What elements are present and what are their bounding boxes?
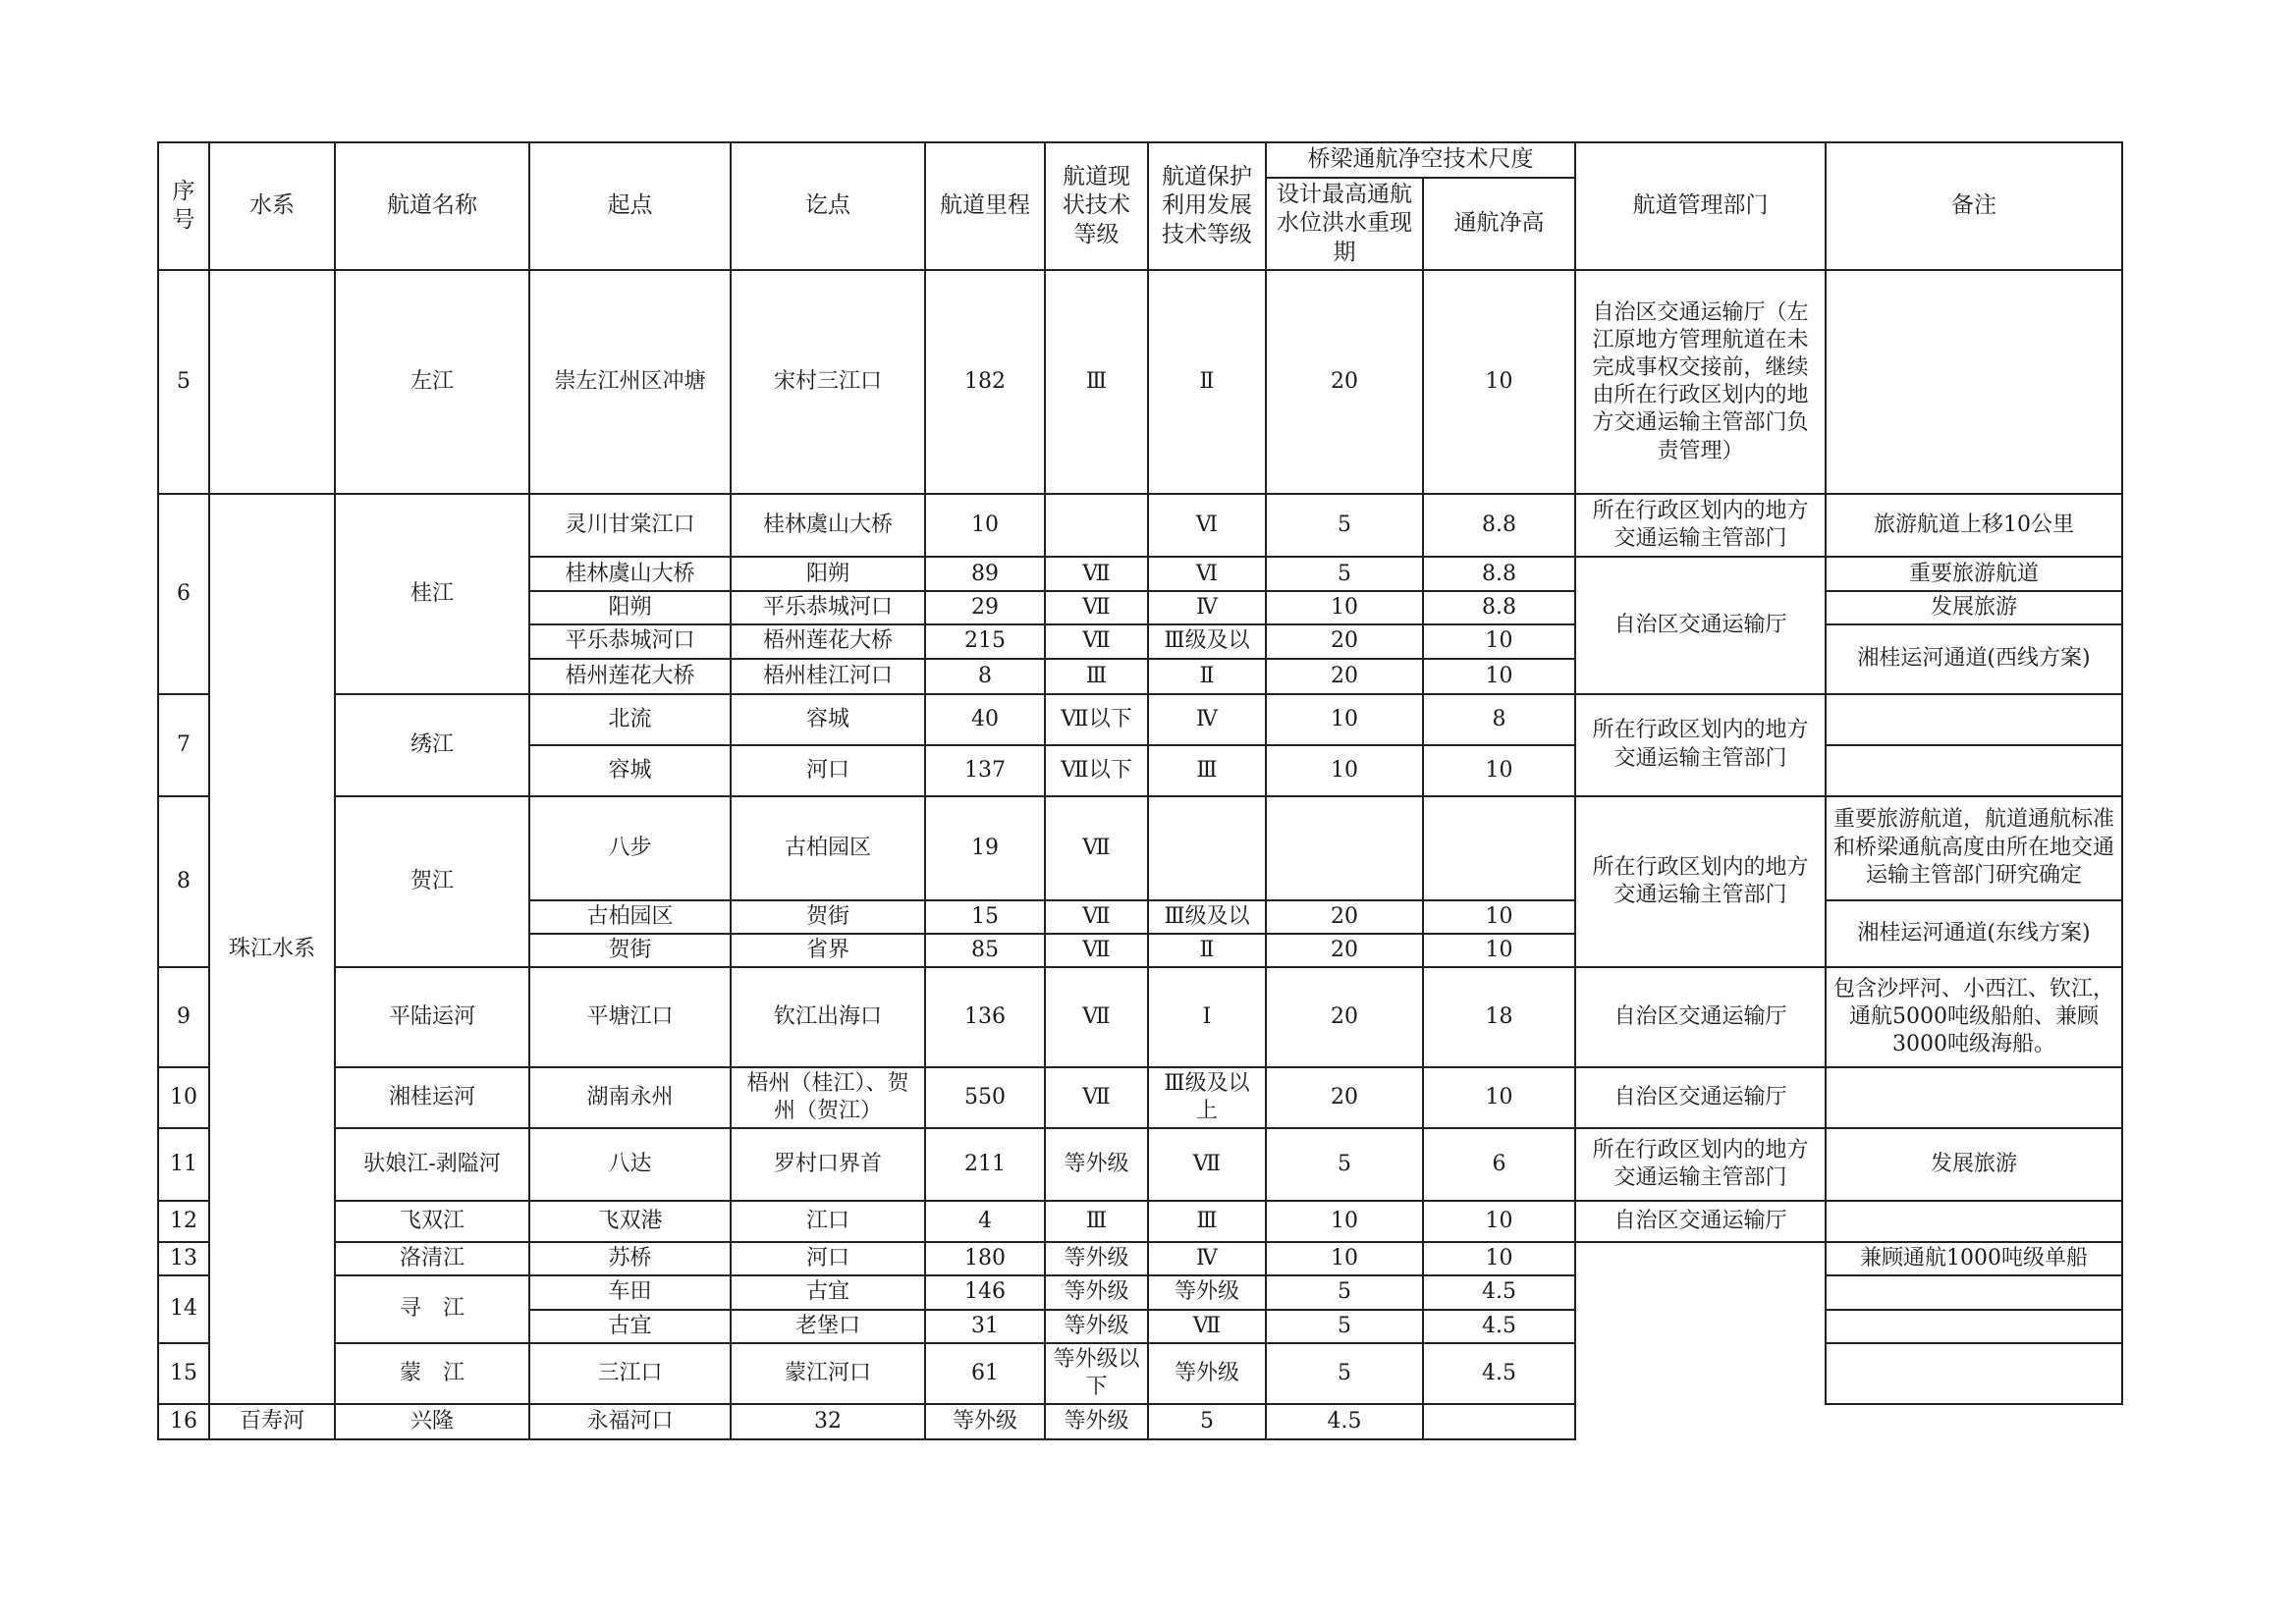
cell-current-grade: Ⅶ (1045, 624, 1148, 658)
cell-current-grade: Ⅲ (1045, 270, 1148, 494)
cell-start: 梧州莲花大桥 (529, 659, 731, 694)
cell-flood-period: 10 (1266, 1201, 1423, 1242)
cell-remark (1826, 694, 2122, 745)
cell-protect-grade: 等外级 (1148, 1343, 1266, 1404)
table-row (158, 694, 2122, 745)
cell-remark: 兼顾通航1000吨级单船 (1826, 1242, 2122, 1275)
table-row (158, 1275, 2122, 1309)
cell-end: 蒙江河口 (731, 1343, 925, 1404)
cell-flood-period: 5 (1266, 1343, 1423, 1404)
cell-mileage: 180 (925, 1242, 1045, 1275)
cell-mileage: 182 (925, 270, 1045, 494)
cell-mileage: 85 (925, 934, 1045, 967)
cell-remark (1826, 1310, 2122, 1343)
cell-manager: 自治区交通运输厅 (1575, 967, 1826, 1067)
cell-current-grade: Ⅶ以下 (1045, 745, 1148, 796)
table-row (158, 1128, 2122, 1201)
cell-end: 贺街 (731, 900, 925, 934)
cell-protect-grade: Ⅱ (1148, 659, 1266, 694)
cell-end: 梧州莲花大桥 (731, 624, 925, 658)
cell-end: 宋村三江口 (731, 270, 925, 494)
cell-manager: 所在行政区划内的地方交通运输主管部门 (1575, 494, 1826, 557)
table-row (158, 1404, 2122, 1439)
cell-remark: 湘桂运河通道(西线方案) (1826, 624, 2122, 693)
cell-current-grade: Ⅶ (1045, 900, 1148, 934)
cell-seq: 14 (158, 1275, 209, 1342)
cell-clear-height: 8.8 (1423, 591, 1575, 624)
cell-name: 平陆运河 (335, 967, 529, 1067)
table-row (158, 1343, 2122, 1404)
cell-name: 左江 (335, 270, 529, 494)
cell-manager: 所在行政区划内的地方交通运输主管部门 (1575, 796, 1826, 967)
cell-seq: 16 (158, 1404, 209, 1439)
cell-flood-period: 20 (1266, 659, 1423, 694)
cell-name: 洛清江 (335, 1242, 529, 1275)
cell-flood-period: 10 (1266, 591, 1423, 624)
cell-protect-grade: Ⅶ (1148, 1128, 1266, 1201)
cell-system-empty (209, 270, 335, 494)
cell-start: 容城 (529, 745, 731, 796)
cell-current-grade: 等外级 (925, 1404, 1045, 1439)
cell-clear-height: 4.5 (1423, 1275, 1575, 1309)
cell-current-grade: 等外级 (1045, 1242, 1148, 1275)
cell-remark (1826, 1343, 2122, 1404)
cell-remark (1826, 1275, 2122, 1309)
cell-seq: 9 (158, 967, 209, 1067)
cell-mileage: 137 (925, 745, 1045, 796)
cell-mileage: 8 (925, 659, 1045, 694)
cell-current-grade: Ⅲ (1045, 659, 1148, 694)
cell-clear-height: 10 (1423, 659, 1575, 694)
table-row (158, 1201, 2122, 1242)
cell-start: 北流 (529, 694, 731, 745)
cell-flood-period: 5 (1266, 1128, 1423, 1201)
cell-clear-height: 10 (1423, 270, 1575, 494)
header-clear-height: 通航净高 (1423, 178, 1575, 270)
cell-clear-height: 8.8 (1423, 494, 1575, 557)
table-row (158, 967, 2122, 1067)
cell-current-grade: 等外级 (1045, 1275, 1148, 1309)
cell-start: 三江口 (529, 1343, 731, 1404)
cell-start: 平乐恭城河口 (529, 624, 731, 658)
cell-protect-grade: Ⅳ (1148, 591, 1266, 624)
cell-end: 古柏园区 (731, 796, 925, 900)
cell-remark (1826, 270, 2122, 494)
cell-name: 飞双江 (335, 1201, 529, 1242)
cell-end: 梧州桂江河口 (731, 659, 925, 694)
cell-mileage: 29 (925, 591, 1045, 624)
cell-current-grade: Ⅶ (1045, 557, 1148, 591)
cell-flood-period: 5 (1266, 557, 1423, 591)
cell-clear-height: 10 (1423, 934, 1575, 967)
cell-start: 苏桥 (529, 1242, 731, 1275)
cell-mileage: 89 (925, 557, 1045, 591)
cell-end: 钦江出海口 (731, 967, 925, 1067)
cell-start: 古柏园区 (529, 900, 731, 934)
cell-start: 平塘江口 (529, 967, 731, 1067)
cell-manager: 自治区交通运输厅（左江原地方管理航道在未完成事权交接前，继续由所在行政区划内的地方交通运输主管部门负责管理） (1575, 270, 1826, 494)
cell-mileage: 10 (925, 494, 1045, 557)
header-manager: 航道管理部门 (1575, 142, 1826, 270)
cell-end: 桂林虞山大桥 (731, 494, 925, 557)
cell-end: 罗村口界首 (731, 1128, 925, 1201)
cell-start: 古宜 (529, 1310, 731, 1343)
cell-remark: 湘桂运河通道(东线方案) (1826, 900, 2122, 967)
cell-end: 省界 (731, 934, 925, 967)
table-row (158, 1067, 2122, 1128)
cell-current-grade: 等外级 (1045, 1128, 1148, 1201)
cell-mileage: 4 (925, 1201, 1045, 1242)
cell-name: 寻 江 (335, 1275, 529, 1342)
cell-end: 河口 (731, 1242, 925, 1275)
cell-clear-height: 10 (1423, 1242, 1575, 1275)
header-system: 水系 (209, 142, 335, 270)
cell-seq: 5 (158, 270, 209, 494)
cell-clear-height (1423, 796, 1575, 900)
cell-system: 珠江水系 (209, 494, 335, 1404)
cell-clear-height: 10 (1423, 1201, 1575, 1242)
cell-manager: 自治区交通运输厅 (1575, 1201, 1826, 1242)
cell-seq: 12 (158, 1201, 209, 1242)
cell-end: 梧州（桂江）、贺州（贺江） (731, 1067, 925, 1128)
cell-protect-grade: Ⅲ级及以 (1148, 624, 1266, 658)
header-end: 讫点 (731, 142, 925, 270)
cell-current-grade: 等外级以下 (1045, 1343, 1148, 1404)
cell-remark (1423, 1404, 1575, 1439)
cell-mileage: 211 (925, 1128, 1045, 1201)
cell-clear-height: 8 (1423, 694, 1575, 745)
cell-remark: 发展旅游 (1826, 1128, 2122, 1201)
cell-clear-height: 6 (1423, 1128, 1575, 1201)
cell-flood-period: 20 (1266, 270, 1423, 494)
cell-protect-grade: Ⅵ (1148, 557, 1266, 591)
table-row (158, 494, 2122, 557)
cell-clear-height: 10 (1423, 1067, 1575, 1128)
cell-end: 容城 (731, 694, 925, 745)
cell-protect-grade: Ⅲ级及以上 (1148, 1067, 1266, 1128)
cell-end: 阳朔 (731, 557, 925, 591)
cell-mileage: 19 (925, 796, 1045, 900)
cell-current-grade: Ⅶ (1045, 591, 1148, 624)
cell-current-grade: Ⅲ (1045, 1201, 1148, 1242)
cell-flood-period: 20 (1266, 900, 1423, 934)
cell-remark (1826, 745, 2122, 796)
header-remark: 备注 (1826, 142, 2122, 270)
cell-end: 永福河口 (529, 1404, 731, 1439)
cell-start: 阳朔 (529, 591, 731, 624)
cell-protect-grade: Ⅳ (1148, 694, 1266, 745)
cell-end: 河口 (731, 745, 925, 796)
cell-flood-period: 10 (1266, 694, 1423, 745)
cell-mileage: 32 (731, 1404, 925, 1439)
cell-flood-period: 5 (1266, 1275, 1423, 1309)
cell-start: 湖南永州 (529, 1067, 731, 1128)
header-mileage: 航道里程 (925, 142, 1045, 270)
cell-protect-grade: Ⅲ (1148, 745, 1266, 796)
cell-protect-grade: Ⅲ级及以 (1148, 900, 1266, 934)
cell-flood-period: 5 (1266, 494, 1423, 557)
cell-name: 绣江 (335, 694, 529, 796)
cell-seq: 8 (158, 796, 209, 967)
cell-manager: 所在行政区划内的地方交通运输主管部门 (1575, 694, 1826, 796)
waterway-table (157, 141, 2123, 1440)
cell-name: 百寿河 (209, 1404, 335, 1439)
cell-manager: 所在行政区划内的地方交通运输主管部门 (1575, 1128, 1826, 1201)
cell-start: 桂林虞山大桥 (529, 557, 731, 591)
cell-flood-period: 20 (1266, 1067, 1423, 1128)
header-seq: 序号 (158, 142, 209, 270)
cell-remark (1826, 1201, 2122, 1242)
cell-end: 古宜 (731, 1275, 925, 1309)
cell-protect-grade: Ⅱ (1148, 934, 1266, 967)
cell-name: 驮娘江-剥隘河 (335, 1128, 529, 1201)
cell-protect-grade: Ⅵ (1148, 494, 1266, 557)
cell-current-grade: Ⅶ (1045, 1067, 1148, 1128)
cell-protect-grade: Ⅱ (1148, 270, 1266, 494)
header-flood-period: 设计最高通航水位洪水重现期 (1266, 178, 1423, 270)
cell-manager: 自治区交通运输厅 (1575, 1067, 1826, 1128)
table-row (158, 1242, 2122, 1275)
cell-current-grade: Ⅶ (1045, 934, 1148, 967)
cell-flood-period: 5 (1148, 1404, 1266, 1439)
header-name: 航道名称 (335, 142, 529, 270)
cell-seq: 7 (158, 694, 209, 796)
cell-clear-height: 4.5 (1266, 1404, 1423, 1439)
cell-flood-period: 20 (1266, 934, 1423, 967)
cell-start: 飞双港 (529, 1201, 731, 1242)
cell-clear-height: 10 (1423, 624, 1575, 658)
cell-manager: 自治区交通运输厅 (1575, 557, 1826, 693)
cell-flood-period: 5 (1266, 1310, 1423, 1343)
cell-seq: 13 (158, 1242, 209, 1275)
cell-protect-grade: Ⅲ (1148, 1201, 1266, 1242)
cell-mileage: 136 (925, 967, 1045, 1067)
cell-flood-period: 10 (1266, 1242, 1423, 1275)
cell-current-grade: 等外级 (1045, 1310, 1148, 1343)
cell-clear-height: 18 (1423, 967, 1575, 1067)
cell-start: 灵川甘棠江口 (529, 494, 731, 557)
cell-remark: 包含沙坪河、小西江、钦江，通航5000吨级船舶、兼顾3000吨级海船。 (1826, 967, 2122, 1067)
cell-remark: 旅游航道上移10公里 (1826, 494, 2122, 557)
cell-start: 八步 (529, 796, 731, 900)
cell-name: 蒙 江 (335, 1343, 529, 1404)
cell-remark: 发展旅游 (1826, 591, 2122, 624)
cell-flood-period: 20 (1266, 624, 1423, 658)
cell-seq: 15 (158, 1343, 209, 1404)
cell-protect-grade: 等外级 (1045, 1404, 1148, 1439)
cell-seq: 6 (158, 494, 209, 693)
cell-seq: 11 (158, 1128, 209, 1201)
cell-name: 贺江 (335, 796, 529, 967)
cell-current-grade: Ⅶ (1045, 967, 1148, 1067)
cell-mileage: 61 (925, 1343, 1045, 1404)
cell-clear-height: 10 (1423, 745, 1575, 796)
cell-start: 贺街 (529, 934, 731, 967)
cell-protect-grade: Ⅳ (1148, 1242, 1266, 1275)
cell-flood-period: 10 (1266, 745, 1423, 796)
cell-name: 桂江 (335, 494, 529, 693)
cell-end: 平乐恭城河口 (731, 591, 925, 624)
cell-mileage: 550 (925, 1067, 1045, 1128)
cell-start: 兴隆 (335, 1404, 529, 1439)
cell-remark (1826, 1067, 2122, 1128)
cell-manager-blank (1575, 1242, 1826, 1439)
header-current-grade: 航道现状技术等级 (1045, 142, 1148, 270)
cell-protect-grade (1148, 796, 1266, 900)
header-protect-grade: 航道保护利用发展技术等级 (1148, 142, 1266, 270)
cell-flood-period (1266, 796, 1423, 900)
cell-end: 老堡口 (731, 1310, 925, 1343)
cell-protect-grade: 等外级 (1148, 1275, 1266, 1309)
cell-flood-period: 20 (1266, 967, 1423, 1067)
cell-seq: 10 (158, 1067, 209, 1128)
cell-current-grade (1045, 494, 1148, 557)
cell-current-grade: Ⅶ以下 (1045, 694, 1148, 745)
cell-name: 湘桂运河 (335, 1067, 529, 1128)
header-start: 起点 (529, 142, 731, 270)
cell-clear-height: 4.5 (1423, 1343, 1575, 1404)
cell-start: 八达 (529, 1128, 731, 1201)
cell-mileage: 15 (925, 900, 1045, 934)
cell-remark: 重要旅游航道 (1826, 557, 2122, 591)
cell-mileage: 31 (925, 1310, 1045, 1343)
cell-current-grade: Ⅶ (1045, 796, 1148, 900)
table-row (158, 796, 2122, 900)
cell-mileage: 40 (925, 694, 1045, 745)
table-row (158, 270, 2122, 494)
cell-mileage: 146 (925, 1275, 1045, 1309)
cell-protect-grade: Ⅶ (1148, 1310, 1266, 1343)
cell-start: 崇左江州区冲塘 (529, 270, 731, 494)
cell-remark: 重要旅游航道，航道通航标准和桥梁通航高度由所在地交通运输主管部门研究确定 (1826, 796, 2122, 900)
cell-clear-height: 10 (1423, 900, 1575, 934)
cell-clear-height: 8.8 (1423, 557, 1575, 591)
cell-protect-grade: Ⅰ (1148, 967, 1266, 1067)
cell-mileage: 215 (925, 624, 1045, 658)
header-bridge-group: 桥梁通航净空技术尺度 (1266, 142, 1575, 178)
cell-end: 江口 (731, 1201, 925, 1242)
cell-start: 车田 (529, 1275, 731, 1309)
cell-clear-height: 4.5 (1423, 1310, 1575, 1343)
